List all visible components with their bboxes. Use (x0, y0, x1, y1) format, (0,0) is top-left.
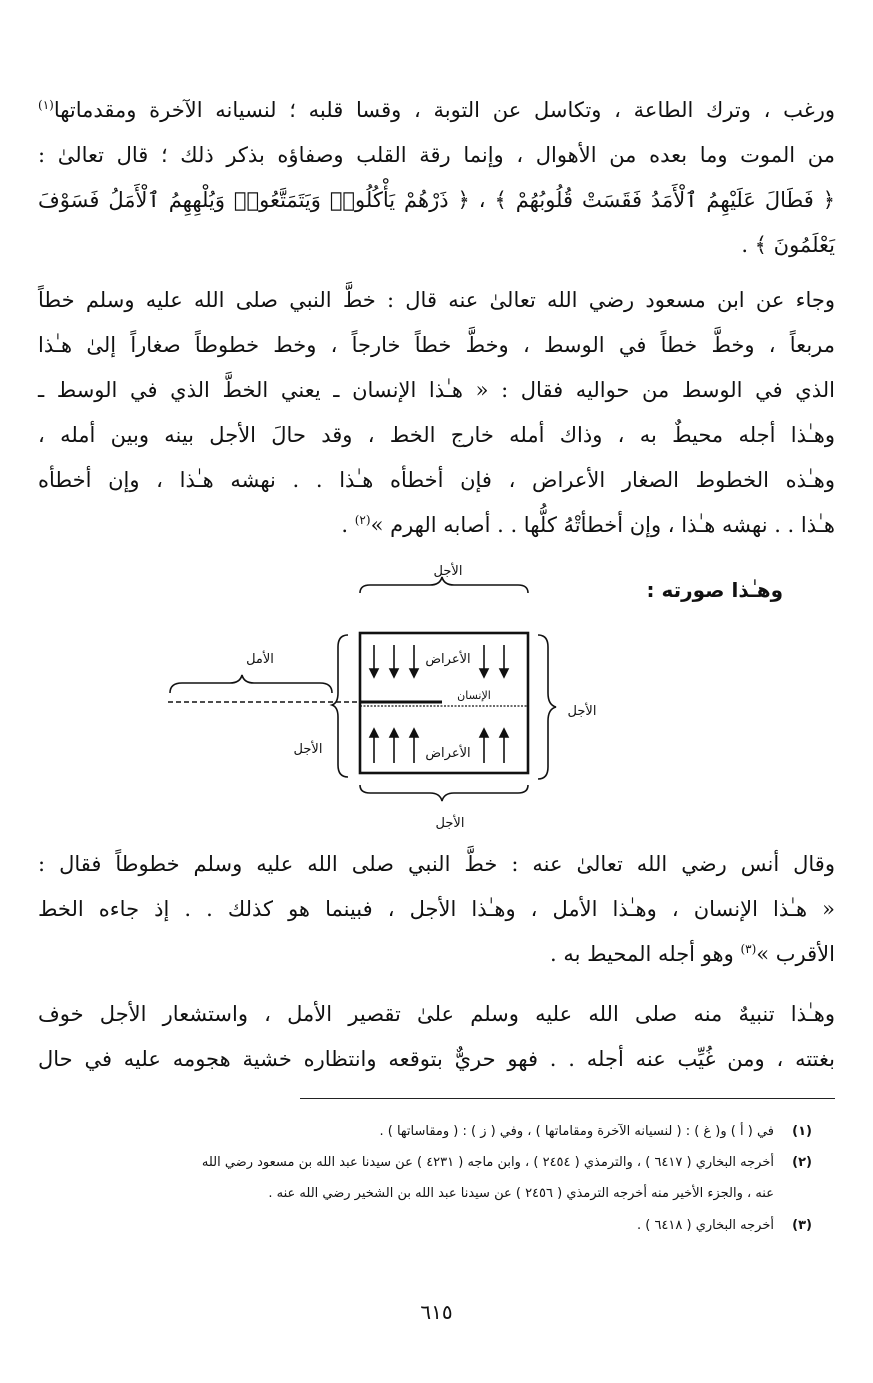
label-ajal-top: الأجل (433, 564, 463, 579)
paragraph-line: الأقرب »$^{(٣)}$ وهو أجله المحيط به . (549, 942, 835, 966)
footnote-ref: (٣) (740, 942, 757, 956)
paragraph-line: وهـٰذا أجله محيطٌ به ، وذاك أمله خارج الخط ، وقد حالَ الأجل بينه وبين أمله ، (38, 423, 835, 447)
label-aarad-bottom: الأعراض (425, 746, 471, 761)
paragraph-line: من الموت وما بعده من الأهوال ، وإنما رقة القلب وصفاؤه بذكر ذلك ؛ قال تعالىٰ : (38, 143, 835, 167)
footnote-2-continuation (22, 1180, 812, 1208)
paragraph-line: وجاء عن ابن مسعود رضي الله تعالىٰ عنه قال : خطَّ النبي صلى الله عليه وسلم خطاً (38, 288, 835, 312)
paragraph-line: ورغب ، وترك الطاعة ، وتكاسل عن التوبة ، وقسا قلبه ؛ لنسيانه الآخرة ومقدماتها$^{(١)}$ (38, 98, 835, 122)
paragraph-line: وقال أنس رضي الله تعالىٰ عنه : خطَّ النبي صلى الله عليه وسلم خطوطاً فقال : (38, 852, 835, 876)
diagram-caption: وهـٰذا صورته : (646, 578, 783, 602)
label-ajal-right: الأجل (567, 704, 597, 719)
footnote-number: (٢) (792, 1155, 812, 1170)
label-insan: الإنسان (457, 689, 491, 702)
footnote-text: عنه ، والجزء الأخير منه أخرجه الترمذي ( ٢٤٥٦ ) عن سيدنا عبد الله بن الشخير رضي الله عنه . (268, 1186, 774, 1201)
paragraph-2 (38, 278, 835, 548)
left-brace (332, 635, 348, 777)
paragraph-line: وهـٰذه الخطوط الصغار الأعراض ، فإن أخطأه هـٰذا . . نهشه هـٰذا ، وإن أخطأه (38, 468, 835, 492)
footnote-number: (١) (792, 1124, 812, 1139)
amal-brace (170, 675, 332, 693)
footnote-text: أخرجه البخاري ( ٦٤١٨ ) . (636, 1218, 774, 1233)
paragraph-1 (38, 88, 835, 268)
footnote-3 (22, 1212, 812, 1240)
paragraph-line: هـٰذا . . نهشه هـٰذا ، وإن أخطأتْهُ كلُّها . . أصابه الهرم »$^{(٢)}$ . (341, 513, 835, 537)
label-ajal-bottom: الأجل (435, 816, 465, 831)
paragraph-line: بغتته ، ومن غُيِّب عنه أجله . . فهو حريٌّ بتوقعه وانتظاره خشية هجومه عليه في حال (38, 1047, 835, 1071)
footnote-ref: (١) (38, 98, 54, 112)
top-brace (360, 577, 528, 593)
footnote-separator (300, 1098, 835, 1099)
page-number: ٦١٥ (420, 1300, 453, 1324)
paragraph-line: مربعاً ، وخطَّ خطاً في الوسط ، وخطَّ خطاً خارجاً ، وخط خطوطاً صغاراً إلىٰ هـٰذا (38, 333, 835, 357)
footnote-text: أخرجه البخاري ( ٦٤١٧ ) ، والترمذي ( ٢٤٥٤ ) ، وابن ماجه ( ٤٢٣١ ) عن سيدنا عبد الله بن مسعود رضي الله (201, 1155, 774, 1170)
footnote-1 (22, 1118, 812, 1146)
bottom-brace (360, 785, 528, 801)
lines-diagram (160, 564, 610, 835)
footnote-number: (٣) (792, 1218, 812, 1233)
paragraph-3 (38, 842, 835, 977)
quran-verse-line: ﴿ فَطَالَ عَلَيْهِمُ ٱلْأَمَدُ فَقَسَتْ قُلُوبُهُمْ ﴾ ، ﴿ ذَرْهُمْ يَأْكُلُوا۟ وَيَتَمَتَّعُوا۟ وَيُلْهِهِمُ ٱلْأَمَلُ فَسَوْفَ (38, 188, 835, 212)
label-ajal-left: الأجل (293, 742, 323, 757)
paragraph-4 (38, 992, 835, 1082)
quran-verse-line: يَعْلَمُونَ ﴾ . (741, 233, 835, 257)
footnote-text: في ( أ ) و( غ ) : ( لنسيانه الآخرة ومقاماتها ) ، وفي ( ز ) : ( ومقاساتها ) . (379, 1124, 774, 1139)
footnote-ref: (٢) (354, 513, 371, 527)
footnote-2 (22, 1149, 812, 1177)
right-brace (538, 635, 556, 779)
label-aarad-top: الأعراض (425, 652, 471, 667)
label-amal: الأمل (246, 652, 274, 667)
paragraph-line: وهـٰذا تنبيهٌ منه صلى الله عليه وسلم علىٰ تقصير الأمل ، واستشعار الأجل خوف (38, 1002, 835, 1026)
paragraph-line: « هـٰذا الإنسان ، وهـٰذا الأمل ، وهـٰذا الأجل ، فبينما هو كذلك . . إذ جاءه الخط (38, 897, 835, 921)
paragraph-line: الذي في الوسط من حواليه فقال : « هـٰذا الإنسان ـ يعني الخطَّ الذي في الوسط ـ (38, 378, 835, 402)
